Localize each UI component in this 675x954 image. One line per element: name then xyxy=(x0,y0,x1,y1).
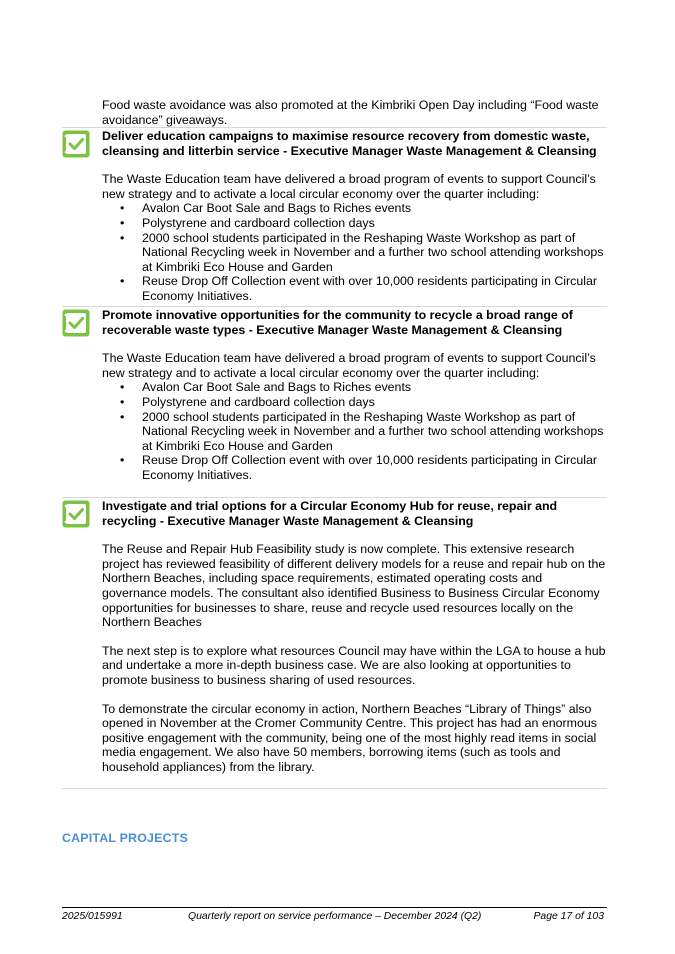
checkmark-complete-icon xyxy=(62,500,90,528)
item-heading: Deliver education campaigns to maximise resource recovery from domestic waste, cleansing and litterbin service - Executive Manager Waste Management & Cleansing xyxy=(102,129,597,158)
action-item xyxy=(62,306,607,483)
intro-paragraph: Food waste avoidance was also promoted at the Kimbriki Open Day including “Food waste avoidance” giveaways. xyxy=(102,98,599,127)
item-heading: Investigate and trial options for a Circular Economy Hub for reuse, repair and recycling - Executive Manager Waste Management & Cleansing xyxy=(102,499,558,528)
footer-page-number: Page 17 of 103 xyxy=(533,911,604,922)
footer-doc-number: 2025/015991 xyxy=(62,911,123,922)
list-item: • 2000 school students participated in the Reshaping Waste Workshop as part of National Recycling week in November and a further two school attending workshops at Kimbriki Eco House and Garden xyxy=(102,410,607,454)
footer-report-title: Quarterly report on service performance – December 2024 (Q2) xyxy=(188,911,482,922)
list-item: • Reuse Drop Off Collection event with over 10,000 residents participating in Circular Economy Initiatives. xyxy=(102,274,607,303)
divider xyxy=(62,788,607,789)
page-footer xyxy=(62,907,607,922)
list-item: • Reuse Drop Off Collection event with over 10,000 residents participating in Circular Economy Initiatives. xyxy=(102,453,607,482)
section-title: CAPITAL PROJECTS xyxy=(62,831,188,845)
item-paragraph: The Waste Education team have delivered a broad program of events to support Council’s new strategy and to activate a local circular economy over the quarter including: xyxy=(102,351,596,380)
item-paragraph: The Reuse and Repair Hub Feasibility study is now complete. This extensive research project has reviewed feasibility of different delivery models for a reuse and repair hub on the Northern Beaches, including space requirements, estimated operating costs and governance models. The consultant also identified Business to Business Circular Economy opportunities for businesses to share, reuse and recycle used resources locally on the Northern Beaches xyxy=(102,542,606,630)
bullet-list xyxy=(102,201,607,303)
item-heading: Promote innovative opportunities for the community to recycle a broad range of recoverable waste types - Executive Manager Waste Management & Cleansing xyxy=(102,308,573,337)
list-item: • 2000 school students participated in the Reshaping Waste Workshop as part of National Recycling week in November and a further two school attending workshops at Kimbriki Eco House and Garden xyxy=(102,231,607,275)
item-paragraph: The Waste Education team have delivered a broad program of events to support Council’s new strategy and to activate a local circular economy over the quarter including: xyxy=(102,172,596,201)
action-item xyxy=(62,497,607,775)
checkmark-complete-icon xyxy=(62,130,90,158)
list-item: • Polystyrene and cardboard collection days xyxy=(102,216,607,231)
checkmark-complete-icon xyxy=(62,309,90,337)
list-item: • Avalon Car Boot Sale and Bags to Riches events xyxy=(102,380,607,395)
item-paragraph: The next step is to explore what resources Council may have within the LGA to house a hub and undertake a more in-depth business case. We are also looking at opportunities to promote business to business sharing of used resources. xyxy=(102,643,606,687)
action-item xyxy=(62,127,607,304)
item-paragraph: To demonstrate the circular economy in action, Northern Beaches “Library of Things” also opened in November at the Cromer Community Centre. This project has had an enormous positive engagement with the community, being one of the most highly read items in social media engagement. We also have 50 members, borrowing items (such as tools and household appliances) from the library. xyxy=(102,701,597,774)
bullet-list xyxy=(102,380,607,482)
list-item: • Polystyrene and cardboard collection days xyxy=(102,395,607,410)
list-item: • Avalon Car Boot Sale and Bags to Riches events xyxy=(102,201,607,216)
